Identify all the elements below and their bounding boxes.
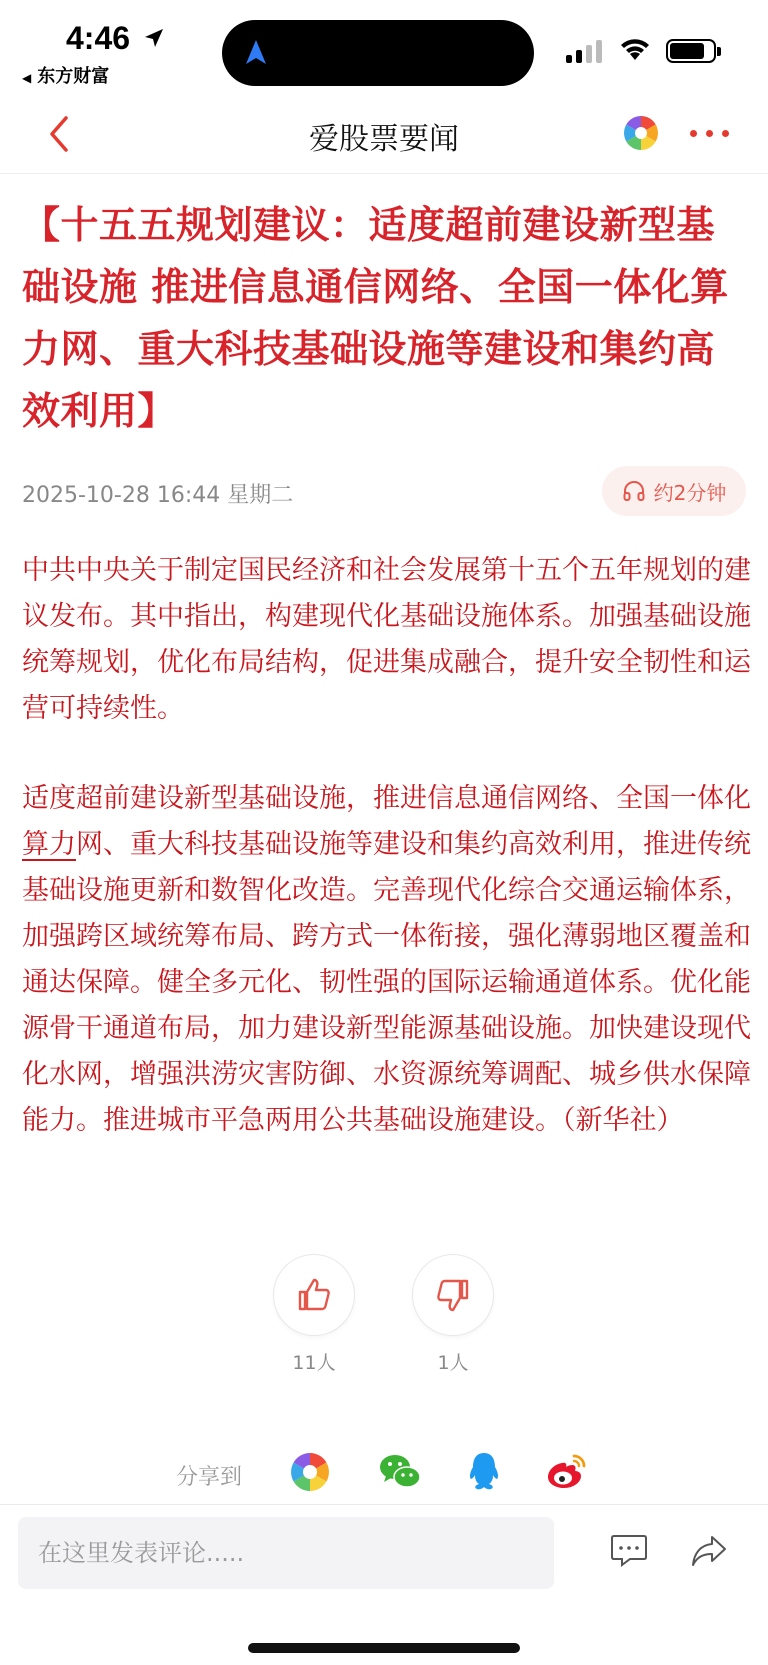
article-paragraph: 中共中央关于制定国民经济和社会发展第十五个五年规划的建议发布。其中指出，构建现代化基础设施体系。加强基础设施统筹规划，优化布局结构，促进集成融合，提升安全韧性和运营可持续性。 xyxy=(22,555,751,724)
comment-input[interactable] xyxy=(18,1517,554,1589)
qq-icon[interactable] xyxy=(462,1450,506,1494)
back-to-app-link[interactable] xyxy=(22,62,109,88)
dislike-vote xyxy=(412,1254,494,1375)
article-headline: 【十五五规划建议：适度超前建设新型基础设施 推进信息通信网络、全国一体化算力网、重大科技基础设施等建设和集约高效利用】 xyxy=(22,203,729,433)
cellular-signal-icon xyxy=(566,40,602,63)
dislike-count: 1人 xyxy=(437,1352,469,1374)
article-datetime: 2025-10-28 16:44 星期二 xyxy=(22,483,294,508)
keyword-link[interactable]: 算力 xyxy=(22,829,76,860)
headphones-icon xyxy=(622,479,646,503)
like-vote xyxy=(273,1254,355,1375)
dislike-button[interactable] xyxy=(412,1254,494,1336)
thumbs-down-icon xyxy=(433,1275,473,1315)
thumbs-up-icon xyxy=(294,1275,334,1315)
listen-duration: 约2分钟 xyxy=(653,480,727,505)
comment-icon[interactable] xyxy=(610,1533,648,1569)
back-app-label: 东方财富 xyxy=(37,66,110,87)
more-dots-icon[interactable] xyxy=(690,130,729,137)
article-paragraph xyxy=(22,776,752,1144)
status-bar xyxy=(0,0,768,92)
share-arrow-icon[interactable] xyxy=(690,1533,728,1569)
weibo-icon[interactable] xyxy=(544,1450,588,1494)
dynamic-island xyxy=(222,20,534,86)
status-time: 4:46 xyxy=(66,20,131,56)
page-title: 爱股票要闻 xyxy=(309,122,459,157)
bottom-bar xyxy=(0,1504,768,1665)
location-arrow-icon xyxy=(142,26,166,50)
wechat-icon[interactable] xyxy=(378,1450,422,1494)
wifi-icon xyxy=(618,36,652,62)
paragraph-text: 适度超前建设新型基础设施，推进信息通信网络、全国一体化 xyxy=(22,783,751,814)
like-count: 11人 xyxy=(292,1352,336,1374)
battery-icon xyxy=(666,39,716,63)
paragraph-text: 网、重大科技基础设施等建设和集约高效利用，推进传统基础设施更新和数智化改造。完善现代化综合交通运输体系，加强跨区域统筹布局、跨方式一体衔接，强化薄弱地区覆盖和通达保障。健全多元化、韧性强的国际运输通道体系。优化能源骨干通道布局，加力建设新型能源基础设施。加快建设现代化水网，增强洪涝灾害防御、水资源统筹调配、城乡供水保障能力。推进城市平急两用公共基础设施建设。（新华社） xyxy=(22,829,751,1136)
app-logo-icon[interactable] xyxy=(622,114,660,152)
back-triangle-icon: ◀ xyxy=(22,71,32,85)
listen-button[interactable] xyxy=(602,466,746,516)
share-label: 分享到 xyxy=(176,1465,243,1490)
navigation-arrow-icon xyxy=(244,38,268,66)
nav-bar xyxy=(0,92,768,174)
share-app-icon[interactable] xyxy=(288,1450,332,1494)
like-button[interactable] xyxy=(273,1254,355,1336)
home-indicator xyxy=(248,1643,520,1653)
